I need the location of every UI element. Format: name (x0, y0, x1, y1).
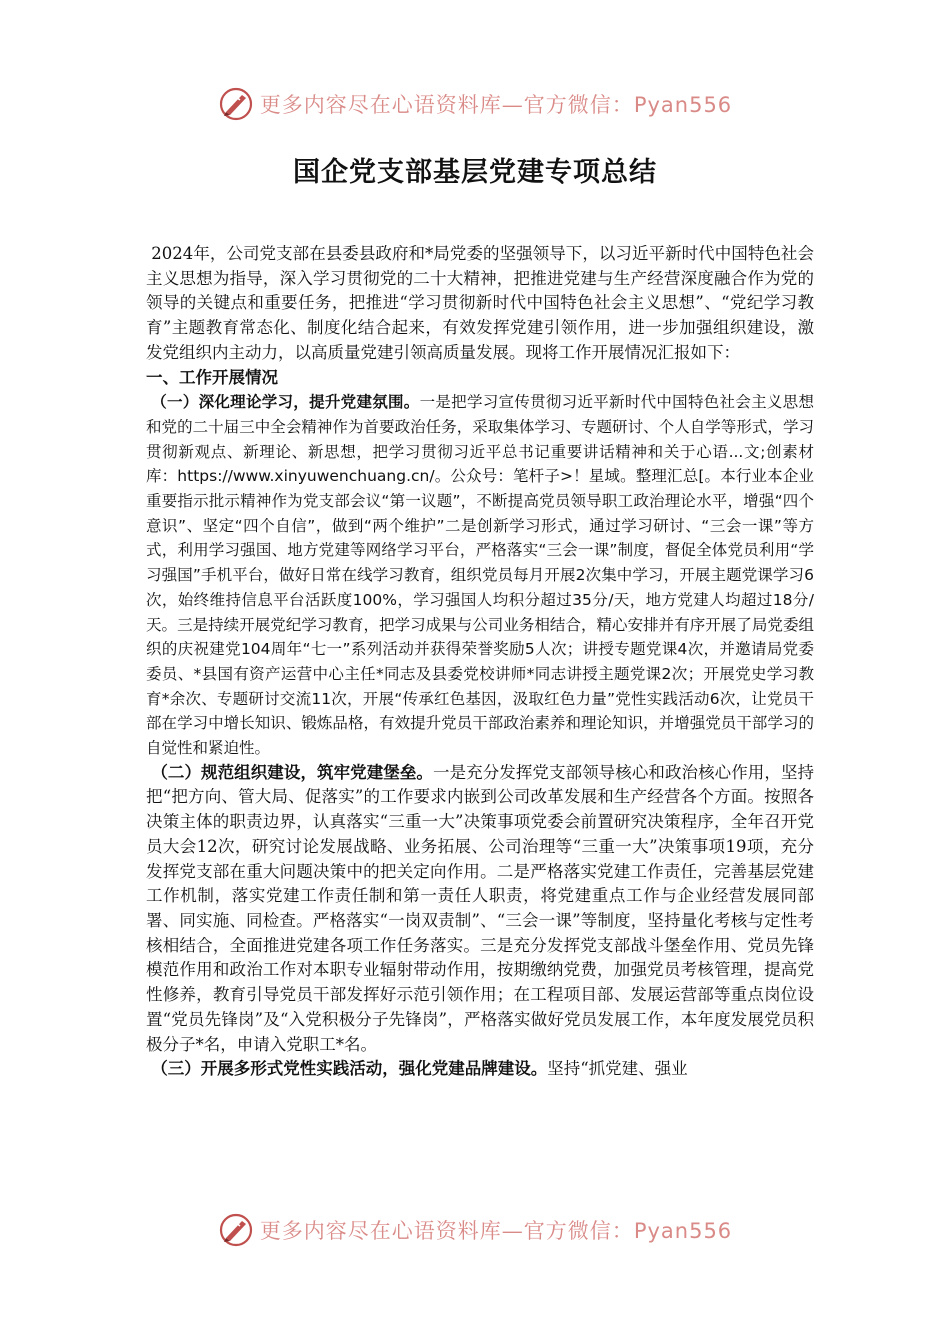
pen-logo-icon (218, 1212, 254, 1248)
subsection-2-paragraph: （二）规范组织建设，筑牢党建堡垒。一是充分发挥党支部领导核心和政治核心作用，坚持把“把方向、管大局、促落实”的工作要求内嵌到公司改革发展和生产经营各个方面。按照各决策主体的职责边界，认真落实“三重一大”决策事项党委会前置研究决策程序，全年召开党员大会12次，研究讨论发展战略、业务拓展、公司治理等“三重一大”决策事项19项，充分发挥党支部在重大问题决策中的把关定向作用。二是严格落实党建工作责任，完善基层党建工作机制，落实党建工作责任制和第一责任人职责，将党建重点工作与企业经营发展同部署、同实施、同检查。严格落实“一岗双责制”、“三会一课”等制度，坚持量化考核与定性考核相结合，全面推进党建各项工作任务落实。三是充分发挥党支部战斗堡垒作用、党员先锋模范作用和政治工作对本职专业辐射带动作用，按期缴纳党费，加强党员考核管理，提高党性修养，教育引导党员干部发挥好示范引领作用；在工程项目部、发展运营部等重点岗位设置“党员先锋岗”及“入党积极分子先锋岗”，严格落实做好党员发展工作，本年度发展党员积极分子*名，申请入党职工*名。 (146, 762, 815, 1054)
banner-text: 更多内容尽在心语资料库—官方微信：Pyan556 (259, 93, 733, 117)
subsection-3-paragraph: （三）开展多形式党性实践活动，强化党建品牌建设。坚持“抓党建、强业 (151, 1059, 688, 1079)
wechat-id: Pyan556 (633, 93, 733, 117)
subsection-1-heading: （一）深化理论学习，提升党建氛围。 (151, 393, 420, 412)
page-title: 国企党支部基层党建专项总结 (293, 157, 657, 188)
section-heading: 一、工作开展情况 (146, 367, 278, 387)
intro-paragraph: 2024年，公司党支部在县委县政府和*局党委的坚强领导下，以习近平新时代中国特色社会主义思想为指导，深入学习贯彻党的二十大精神，把推进党建与生产经营深度融合作为党的领导的关键点和重要任务，把推进“学习贯彻新时代中国特色社会主义思想”、“党纪学习教育”主题教育常态化、制度化结合起来，有效发挥党建引领作用，进一步加强组织建设，激发党组织内主动力，以高质量党建引领高质量发展。现将工作开展情况汇报如下： (146, 244, 814, 362)
document-body (146, 242, 814, 1082)
subsection-1-paragraph: （一）深化理论学习，提升党建氛围。一是把学习宣传贯彻习近平新时代中国特色社会主义思想和党的二十届三中全会精神作为首要政治任务，采取集体学习、专题研讨、个人自学等形式，学习贯彻新观点、新理论、新思想，把学习贯彻习近平总书记重要讲话精神和关于心语...文;创素材库：https://www.xinyuwenchuang.cn/。公众号：笔杆子>！星域。整理汇总[。本行业本企业重要指示批示精神作为党支部会议“第一议题”，不断提高党员领导职工政治理论水平，增强“四个意识”、坚定“四个自信”，做到“两个维护”二是创新学习形式，通过学习研讨、“三会一课”等方式，利用学习强国、地方党建等网络学习平台，严格落实“三会一课”制度，督促全体党员利用“学习强国”手机平台，做好日常在线学习教育，组织党员每月开展2次集中学习，开展主题党课学习6次，始终维持信息平台活跃度100%，学习强国人均积分超过35分/天，地方党建人均超过18分/天。三是持续开展党纪学习教育，把学习成果与公司业务相结合，精心安排并有序开展了局党委组织的庆祝建党104周年“七一”系列活动并获得荣誉奖励5人次；讲授专题党课4次，并邀请局党委委员、*县国有资产运营中心主任*同志及县委党校讲师*同志讲授主题党课2次；开展党史学习教育*余次、专题研讨交流11次，开展“传承红色基因，汲取红色力量”党性实践活动6次，让党员干部在学习中增长知识、锻炼品格，有效提升党员干部政治素养和理论知识，并增强党员干部学习的自觉性和紧迫性。 (146, 393, 814, 758)
subsection-3-heading: （三）开展多形式党性实践活动，强化党建品牌建设。 (151, 1059, 548, 1079)
banner-text: 更多内容尽在心语资料库—官方微信：Pyan556 (259, 1219, 733, 1243)
footer-banner (0, 1210, 950, 1250)
wechat-id: Pyan556 (633, 1219, 733, 1243)
header-banner (0, 84, 950, 124)
subsection-2-heading: （二）规范组织建设，筑牢党建堡垒。 (151, 762, 433, 782)
pen-logo-icon (218, 86, 254, 122)
